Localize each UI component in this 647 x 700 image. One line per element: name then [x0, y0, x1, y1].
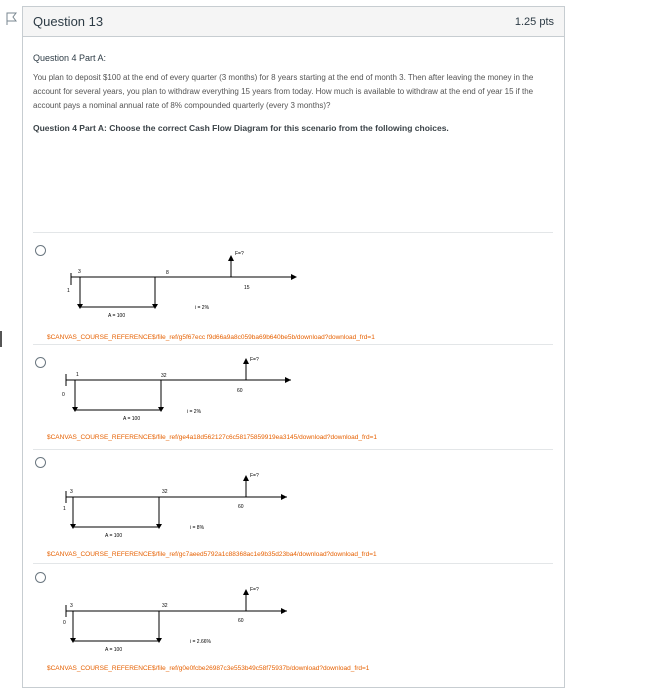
answer-2-reference-link[interactable]: $CANVAS_COURSE_REFERENCE$/file_ref/ge4a18d562127c6c58175859919ea3145/download?download_frd=1: [47, 434, 377, 441]
answer-1-reference-link[interactable]: $CANVAS_COURSE_REFERENCE$/file_ref/g5f67ecc f9d66a9a8c059ba69b640be5b/download?download_frd=1: [47, 334, 375, 341]
answer-1-rate-label: i = 2%: [195, 305, 210, 311]
answer-2-radio[interactable]: [35, 357, 46, 368]
answer-3-diagram: [53, 460, 313, 550]
answer-4-rate-label: i = 2.66%: [190, 639, 211, 645]
answer-1-end-label: 15: [244, 285, 250, 291]
answer-4-reference-link[interactable]: $CANVAS_COURSE_REFERENCE$/file_ref/g0e0fcbe26987c3e553b49c58f75937b/download?download_frd=1: [47, 665, 370, 672]
answer-divider: [33, 344, 553, 345]
answer-3-a-label: A = 100: [105, 533, 123, 539]
answer-3-mid-label: 32: [162, 489, 168, 495]
answer-4-end-label: 60: [238, 618, 244, 624]
answer-3-start-label: 1: [63, 506, 66, 512]
answer-2-end-label: 60: [237, 388, 243, 394]
answer-2-f-label: F=?: [250, 357, 259, 363]
answer-2-rate-label: i = 2%: [187, 409, 202, 415]
answer-divider: [33, 449, 553, 450]
question-header: [23, 7, 564, 37]
answer-1-mid-label: 8: [166, 270, 169, 276]
answer-1-diagram: [53, 241, 313, 331]
answer-3-f-label: F=?: [250, 473, 259, 479]
answer-3-first-label: 3: [70, 489, 73, 495]
answer-1-first-label: 3: [78, 269, 81, 275]
answer-1-start-label: 1: [67, 288, 70, 294]
question-points: 1.25 pts: [514, 15, 554, 28]
answer-1-a-label: A = 100: [108, 313, 126, 319]
answer-2-a-label: A = 100: [123, 416, 141, 422]
answer-2-zero-label: 0: [62, 392, 65, 398]
page-left-marker: [0, 331, 2, 347]
answer-divider: [33, 232, 553, 233]
answer-4-radio[interactable]: [35, 572, 46, 583]
question-card: [22, 6, 565, 688]
problem-text: You plan to deposit $100 at the end of every quarter (3 months) for 8 years starting at the end of month 3. Then after leaving the money in the account for several years, you plan to withdraw everything 15 years from today. How much is available to withdraw at the end of year 15 if the account pays a nominal annual rate of 8% compounded quarterly (every 3 months)?: [33, 73, 534, 110]
answer-4-mid-label: 32: [162, 603, 168, 609]
answer-4-diagram: [53, 574, 313, 664]
answer-1-radio[interactable]: [35, 245, 46, 256]
answer-2-diagram: [53, 353, 313, 443]
answer-3-end-label: 60: [238, 504, 244, 510]
part-label: Question 4 Part A:: [33, 53, 107, 63]
answer-3-radio[interactable]: [35, 457, 46, 468]
answer-2-start-label: 1: [76, 372, 79, 378]
answer-4-first-label: 3: [70, 603, 73, 609]
flag-question-icon[interactable]: [6, 12, 18, 26]
answer-3-rate-label: i = 8%: [190, 525, 205, 531]
answer-4-a-label: A = 100: [105, 647, 123, 653]
answer-4-zero-label: 0: [63, 620, 66, 626]
answer-1-f-label: F=?: [235, 251, 244, 257]
answer-2-mid-label: 32: [161, 373, 167, 379]
answer-3-reference-link[interactable]: $CANVAS_COURSE_REFERENCE$/file_ref/gc7aeed5792a1c88368ac1e9b35d23ba4/download?download_frd=1: [47, 551, 377, 558]
question-title: Question 13: [33, 14, 104, 29]
answer-divider: [33, 563, 553, 564]
answer-4-f-label: F=?: [250, 587, 259, 593]
instruction-text: Question 4 Part A: Choose the correct Cash Flow Diagram for this scenario from the following choices.: [33, 123, 449, 133]
